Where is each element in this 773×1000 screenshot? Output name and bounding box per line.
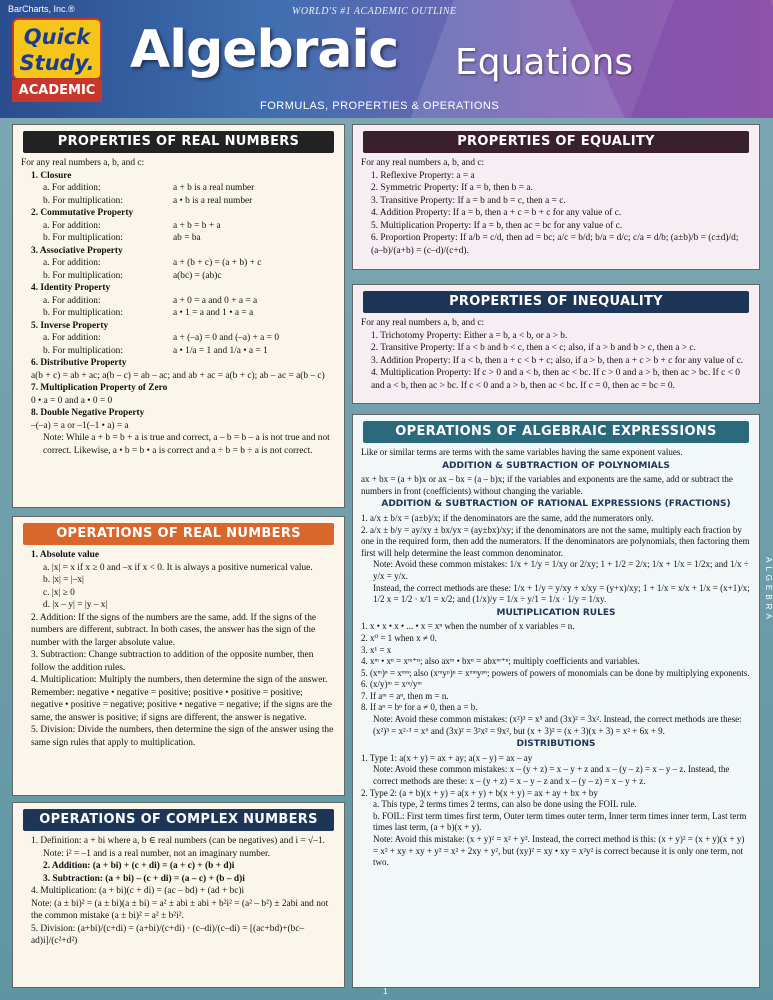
text-line: Note: Avoid these common mistakes: 1/x + 1/y = 1/xy or 2/xy; 1 + 1/2 = 2/x; 1/x + 1/x = 1/2x; and 1/x ÷ y/x = y/x.: [373, 559, 749, 581]
page-title: Algebraic: [130, 20, 399, 80]
text-line: a(b + c) = ab + ac; a(b – c) = ab – ac; and ab + ac = a(b + c); ab – ac = a(b – c): [31, 370, 325, 381]
text-line: 1. Type 1: a(x + y) = ax + ay; a(x – y) = ax – ay: [361, 752, 533, 763]
rational-list: [361, 513, 751, 606]
text-line: 4. Multiplication Property: If c > 0 and a < b, then ac < bc. If c > 0 and a > b, then ac > bc. If c < 0 and a < b, then ac > bc. If c < 0 and a > b, then ac < bc. If c = 0, then ac = bc = 0.: [371, 368, 740, 391]
text-line: b. FOIL: First term times first term, Outer term times outer term, Inner term times inner term, Last term times last term, (a + b)(x + y).: [373, 810, 747, 833]
text-line: 5. Inverse Property: [31, 320, 109, 331]
text-line: Note: (a ± bi)² = (a ± bi)(a ± bi) = a² ± abi ± abi + b²i² = (a² – b²) ± 2abi and not the common mistake (a ± bi)² = a² ± b²i².: [31, 898, 329, 921]
text-line: 2. Transitive Property: If a < b and b < c, then a < c; also, if a > b and b > c, then a > c.: [371, 343, 696, 353]
text-line: 3. Transitive Property: If a = b and b = c, then a = c.: [371, 195, 566, 206]
logo-line1: Quick: [23, 25, 91, 49]
property-row: [21, 257, 336, 270]
section-body: [13, 835, 344, 948]
property-formula: a • 1 = a and 1 • a = a: [173, 308, 254, 318]
distribution-list: [361, 753, 751, 869]
section-body: [13, 157, 344, 457]
text-line: 1. Trichotomy Property: Either a = b, a < b, or a > b.: [371, 330, 568, 341]
text-line: For any real numbers a, b, and c:: [21, 158, 145, 168]
text-line: 1. Absolute value: [31, 550, 99, 560]
subheading-polynomials: ADDITION & SUBTRACTION OF POLYNOMIALS: [442, 460, 670, 471]
text-line: 5. (xᵐ)ⁿ = xᵐⁿ; also (xᵐyᵖ)ⁿ = xᵐⁿyᵖⁿ; powers of powers of monomials can be done by multiplying exponents.: [361, 667, 750, 678]
text-line: Note: While a + b = b + a is true and correct, a – b = b – a is not true and not correct. Likewise, a • b = b • a is correct and a ÷ b = b ÷ a is not correct.: [43, 433, 330, 456]
property-row: [21, 182, 336, 195]
section-title: OPERATIONS OF ALGEBRAIC EXPRESSIONS: [363, 421, 749, 443]
text-line: 2. Addition: If the signs of the numbers are the same, add. If the signs of the numbers are different, subtract. In both cases, the answer has the sign of the number with the larger absolute value.: [31, 612, 317, 648]
panel-operations-real: [12, 516, 345, 796]
panel-real-numbers: [12, 124, 345, 508]
side-label: ALGEBRA: [764, 557, 773, 623]
text-line: 4. Multiplication: (a + bi)(c + di) = (ac – bd) + (ad + bc)i: [31, 886, 245, 896]
text-line: 0 • a = 0 and a • 0 = 0: [31, 395, 113, 406]
publisher-name: BarCharts, Inc.®: [8, 4, 75, 14]
property-row: [21, 220, 336, 233]
text-line: For any real numbers a, b, and c:: [361, 158, 485, 168]
property-formula: a(bc) = (ab)c: [173, 270, 222, 281]
expressions-intro: Like or similar terms are terms with the same variables having the same exponent values.: [361, 447, 683, 457]
section-title: PROPERTIES OF INEQUALITY: [363, 291, 749, 313]
panel-complex-numbers: [12, 802, 345, 988]
section-title: OPERATIONS OF COMPLEX NUMBERS: [23, 809, 334, 831]
text-line: For any real numbers a, b, and c:: [361, 318, 485, 328]
header-banner: [0, 0, 773, 118]
text-line: 3. Addition Property: If a < b, then a + c < b + c; also, if a > b, then a + c > b + c for any value of c.: [371, 355, 744, 366]
section-body: [353, 157, 759, 257]
multiplication-list: [361, 621, 751, 737]
page-title-sub: Equations: [455, 42, 634, 83]
text-line: c. |x| ≥ 0: [43, 587, 75, 598]
property-formula: a • 1/a = 1 and 1/a • a = 1: [173, 345, 268, 356]
text-line: 4. Multiplication: Multiply the numbers, then determine the sign of the answer. Remember: negative • negative = positive; positive • positive = positive; negative • positive = negative; positive • negative = negative; if the signs are the same, the answer is positive; if signs are different, the answer is negative.: [31, 675, 332, 723]
text-line: 3. Subtraction: Change subtraction to addition of the opposite number, then follow the addition rules.: [31, 650, 314, 673]
text-line: 3. Associative Property: [31, 245, 123, 256]
text-line: 4. Addition Property: If a = b, then a + c = b + c for any value of c.: [371, 208, 622, 218]
property-row: [21, 195, 336, 208]
property-formula: a + (–a) = 0 and (–a) + a = 0: [173, 333, 280, 343]
text-line: 1. x • x • x • ... • x = xⁿ when the number of x variables = n.: [361, 621, 575, 632]
property-row: [21, 332, 336, 345]
text-line: a. |x| = x if x ≥ 0 and –x if x < 0. It is always a positive numerical value.: [43, 562, 313, 573]
text-line: 4. Identity Property: [31, 283, 111, 293]
subheading-rational: ADDITION & SUBTRACTION OF RATIONAL EXPRESSIONS (FRACTIONS): [381, 499, 731, 510]
text-line: 8. If aⁿ = bⁿ for a ≠ 0, then a = b.: [361, 702, 478, 713]
property-formula: ab = ba: [173, 233, 201, 243]
text-line: 5. Multiplication Property: If a = b, then ac = bc for any value of c.: [371, 220, 623, 231]
text-line: 2. x⁰ = 1 when x ≠ 0.: [361, 632, 437, 643]
text-line: Note: Avoid this mistake: (x + y)² = x² + y². Instead, the correct method is this: (x + y)² = (x + y)(x + y) = x² + xy + xy + y² = x² + 2xy + y², but (xy)² = xy • xy = x²y² is correct because it is only one term, not two.: [373, 834, 745, 868]
text-line: 6. Distributive Property: [31, 358, 127, 368]
panel-expressions: [352, 414, 760, 988]
text-line: 6. (x/y)ᵐ = xᵐ/yᵐ: [361, 679, 422, 690]
property-row: [21, 295, 336, 308]
section-title: PROPERTIES OF EQUALITY: [363, 131, 749, 153]
text-line: a. This type, 2 terms times 2 terms, can also be done using the FOIL rule.: [373, 799, 637, 810]
property-label: a. For addition:: [43, 258, 101, 268]
property-label: a. For addition:: [43, 333, 101, 343]
text-line: –(–a) = a or –1(–1 • a) = a: [31, 420, 129, 431]
quickstudy-logo: [12, 18, 102, 106]
page-subtitle: FORMULAS, PROPERTIES & OPERATIONS: [260, 100, 500, 112]
page-number: 1: [383, 987, 388, 996]
text-line: 2. Symmetric Property: If a = b, then b = a.: [371, 183, 533, 193]
property-formula: a + (b + c) = (a + b) + c: [173, 258, 262, 268]
section-body: [13, 549, 344, 749]
property-row: [21, 345, 336, 358]
property-formula: a + b is a real number: [173, 183, 255, 193]
property-formula: a + b = b + a: [173, 220, 221, 231]
property-row: [21, 270, 336, 283]
text-line: 7. Multiplication Property of Zero: [31, 383, 168, 393]
property-row: [21, 307, 336, 320]
text-line: Note: Avoid these common mistakes: x – (y + z) = x – y + z and x – (y – z) = x – y – z. Instead, the correct methods are these: x – (y + z) = x – y – z and x – (y – z) = x – y + z.: [373, 764, 730, 787]
text-line: b. |x| = |–x|: [43, 575, 84, 585]
property-label: b. For multiplication:: [43, 345, 123, 356]
logo-line2: Study.: [19, 51, 95, 75]
property-label: b. For multiplication:: [43, 233, 123, 243]
text-line: 3. Subtraction: (a + bi) – (c + di) = (a – c) + (b – d)i: [43, 873, 245, 884]
text-line: 1. Definition: a + bi where a, b ∈ real numbers (can be negatives) and i = √–1.: [31, 836, 325, 846]
property-row: [21, 232, 336, 245]
text-line: 7. If aᵐ = aⁿ, then m = n.: [361, 690, 449, 701]
text-line: 2. Commutative Property: [31, 208, 134, 218]
property-formula: a • b is a real number: [173, 195, 253, 206]
text-line: 1. a/x ± b/x = (a±b)/x; if the denominators are the same, add the numerators only.: [361, 512, 654, 523]
text-line: 6. Proportion Property: If a/b = c/d, then ad = bc; a/c = b/d; b/a = d/c; c/a = d/b; (a±b)/b = (c±d)/d; (a–b)/(a+b) = (c–d)/(c+d).: [371, 233, 739, 256]
section-title: OPERATIONS OF REAL NUMBERS: [23, 523, 334, 545]
text-line: 3. x¹ = x: [361, 644, 392, 655]
polynomials-text: ax + bx = (a + b)x or ax – bx = (a – b)x; if the variables and exponents are the same, add or subtract the numbers in front (coefficients) without changing the variable.: [361, 474, 733, 496]
text-line: 1. Reflexive Property: a = a: [371, 170, 475, 181]
panel-equality: [352, 124, 760, 270]
tagline: WORLD'S #1 ACADEMIC OUTLINE: [292, 6, 457, 17]
property-label: b. For multiplication:: [43, 270, 123, 281]
subheading-distributions: DISTRIBUTIONS: [516, 739, 596, 750]
logo-quickstudy: [12, 18, 102, 80]
property-label: b. For multiplication:: [43, 308, 123, 318]
property-label: a. For addition:: [43, 295, 101, 306]
text-line: Instead, the correct methods are these: 1/x + 1/y = y/xy + x/xy = (y+x)/xy; 1 + 1/x = x/x + 1/x = (x+1)/x; 1/2 x = 1/2 · x/1 = x/2; and (1/x)/y = 1/x ÷ y/1 = 1/x · 1/y = 1/xy.: [373, 582, 750, 605]
text-line: 5. Division: (a+bi)/(c+di) = (a+bi)/(c+di) · (c–di)/(c–di) = [(ac+bd)+(bc–ad)i]/(c²+d²): [31, 923, 305, 946]
text-line: 8. Double Negative Property: [31, 408, 145, 418]
text-line: 2. a/x ± b/y = ay/xy ± bx/yx = (ay±bx)/xy; if the denominators are not the same, multiply each fraction by one in the required form, then add the numerators. If the denominators are polynomials, then factoring them first will help determine the least common denominator.: [361, 524, 750, 558]
property-label: a. For addition:: [43, 220, 101, 231]
text-line: Note: Avoid these common mistakes: (x²)³ = x⁵ and (3x)² = 3x². Instead, the correct methods are these: (x²)³ = x²·³ = x⁶ and (3x)² = 3²x² = 9x², but (x + 3)² = (x + 3)(x + 3) = x² + 6x + 9.: [373, 714, 742, 736]
subheading-multiplication: MULTIPLICATION RULES: [496, 607, 616, 618]
text-line: 1. Closure: [31, 170, 72, 181]
text-line: 4. xᵐ • xⁿ = xᵐ⁺ⁿ; also axᵐ • bxⁿ = abxᵐ⁺ⁿ; multiply coefficients and variables.: [361, 656, 640, 667]
property-formula: a + 0 = a and 0 + a = a: [173, 295, 258, 306]
section-title: PROPERTIES OF REAL NUMBERS: [23, 131, 334, 153]
section-body: [353, 317, 759, 392]
text-line: 2. Addition: (a + bi) + (c + di) = (a + c) + (b + d)i: [43, 861, 235, 871]
property-label: a. For addition:: [43, 183, 101, 193]
text-line: 5. Division: Divide the numbers, then determine the sign of the answer using the same sign rules that apply to multiplication.: [31, 725, 334, 748]
logo-academic: ACADEMIC: [12, 80, 102, 102]
panel-inequality: [352, 284, 760, 404]
property-label: b. For multiplication:: [43, 195, 123, 206]
text-line: Note: i² = –1 and is a real number, not an imaginary number.: [43, 848, 270, 859]
text-line: d. |x – y| = |y – x|: [43, 600, 108, 610]
text-line: 2. Type 2: (a + b)(x + y) = a(x + y) + b(x + y) = ax + ay + bx + by: [361, 787, 598, 798]
